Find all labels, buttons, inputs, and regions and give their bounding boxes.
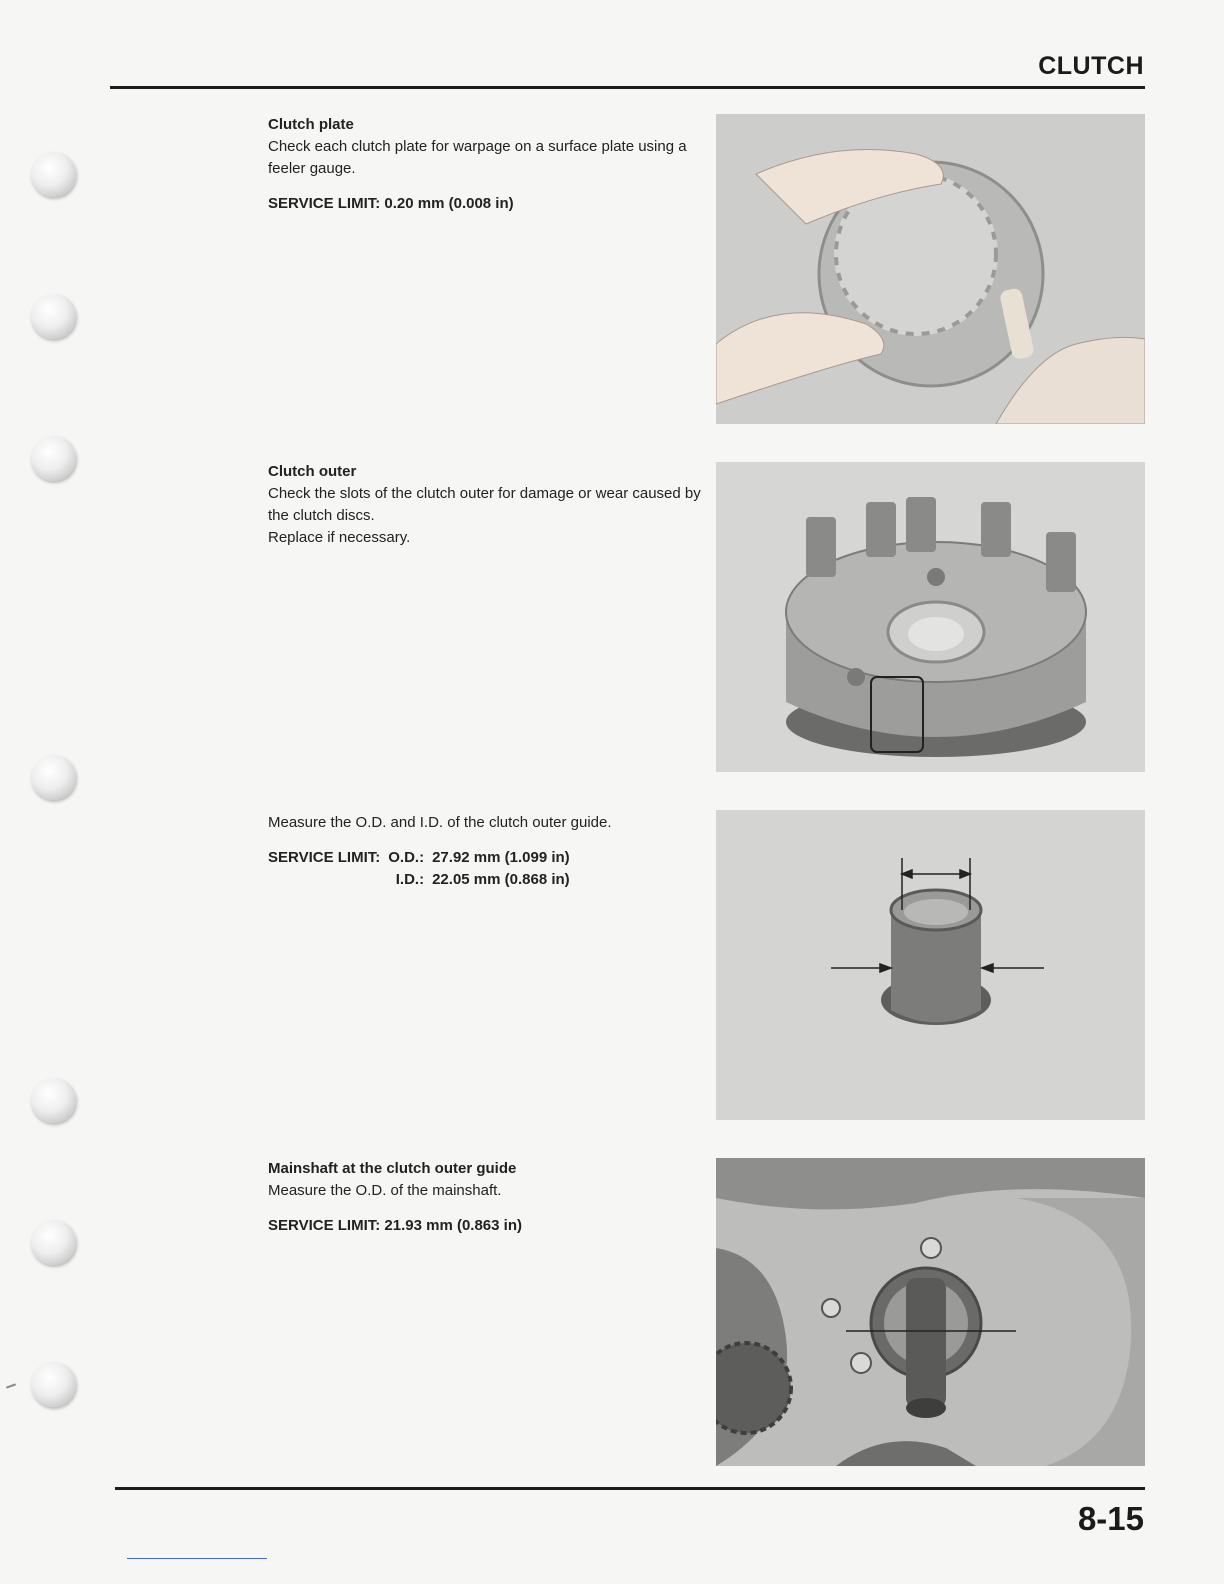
clutch-plate-illustration (716, 114, 1145, 424)
stray-mark (6, 1383, 16, 1388)
id-value: 22.05 mm (0.868 in) (432, 871, 570, 888)
clutch-plate-text: Check each clutch plate for warpage on a surface plate using a feeler gauge. (268, 138, 687, 177)
id-label: I.D.: (395, 871, 425, 888)
footer-rule (115, 1487, 1145, 1490)
outer-guide-illustration (716, 810, 1145, 1120)
mainshaft-photo (716, 1158, 1145, 1466)
od-label: O.D.: (388, 849, 425, 866)
mainshaft-text: Measure the O.D. of the mainshaft. (268, 1182, 502, 1199)
mainshaft-heading: Mainshaft at the clutch outer guide (268, 1160, 517, 1177)
clutch-plate-photo (716, 114, 1145, 424)
mainshaft-illustration (716, 1158, 1145, 1466)
clutch-plate-section (268, 114, 708, 215)
section-title: CLUTCH (1038, 52, 1144, 80)
clutch-outer-illustration (716, 462, 1145, 772)
binder-hole (31, 152, 76, 197)
bottom-link-underline (127, 1558, 267, 1559)
clutch-plate-limit: SERVICE LIMIT: 0.20 mm (0.008 in) (268, 195, 514, 212)
mainshaft-limit: SERVICE LIMIT: 21.93 mm (0.863 in) (268, 1217, 522, 1234)
binder-hole (31, 1362, 76, 1407)
outer-guide-text: Measure the O.D. and I.D. of the clutch outer guide. (268, 814, 612, 831)
outer-guide-section (268, 812, 708, 891)
od-value: 27.92 mm (1.099 in) (432, 849, 570, 866)
outer-guide-limit-label: SERVICE LIMIT: (268, 849, 381, 866)
clutch-outer-section (268, 461, 708, 549)
outer-guide-limits (268, 847, 570, 891)
page-number: 8-15 (1077, 1500, 1144, 1537)
clutch-plate-heading: Clutch plate (268, 116, 354, 133)
binder-hole (31, 1078, 76, 1123)
clutch-outer-photo (716, 462, 1145, 772)
clutch-outer-text: Check the slots of the clutch outer for damage or wear caused by the clutch discs. (268, 485, 701, 524)
outer-guide-photo (716, 810, 1145, 1120)
binder-hole (31, 436, 76, 481)
binder-hole (31, 294, 76, 339)
clutch-outer-heading: Clutch outer (268, 463, 357, 480)
mainshaft-section (268, 1158, 708, 1237)
binder-hole (31, 755, 76, 800)
binder-hole (31, 1220, 76, 1265)
header-rule (110, 86, 1145, 89)
clutch-outer-note: Replace if necessary. (268, 529, 411, 546)
